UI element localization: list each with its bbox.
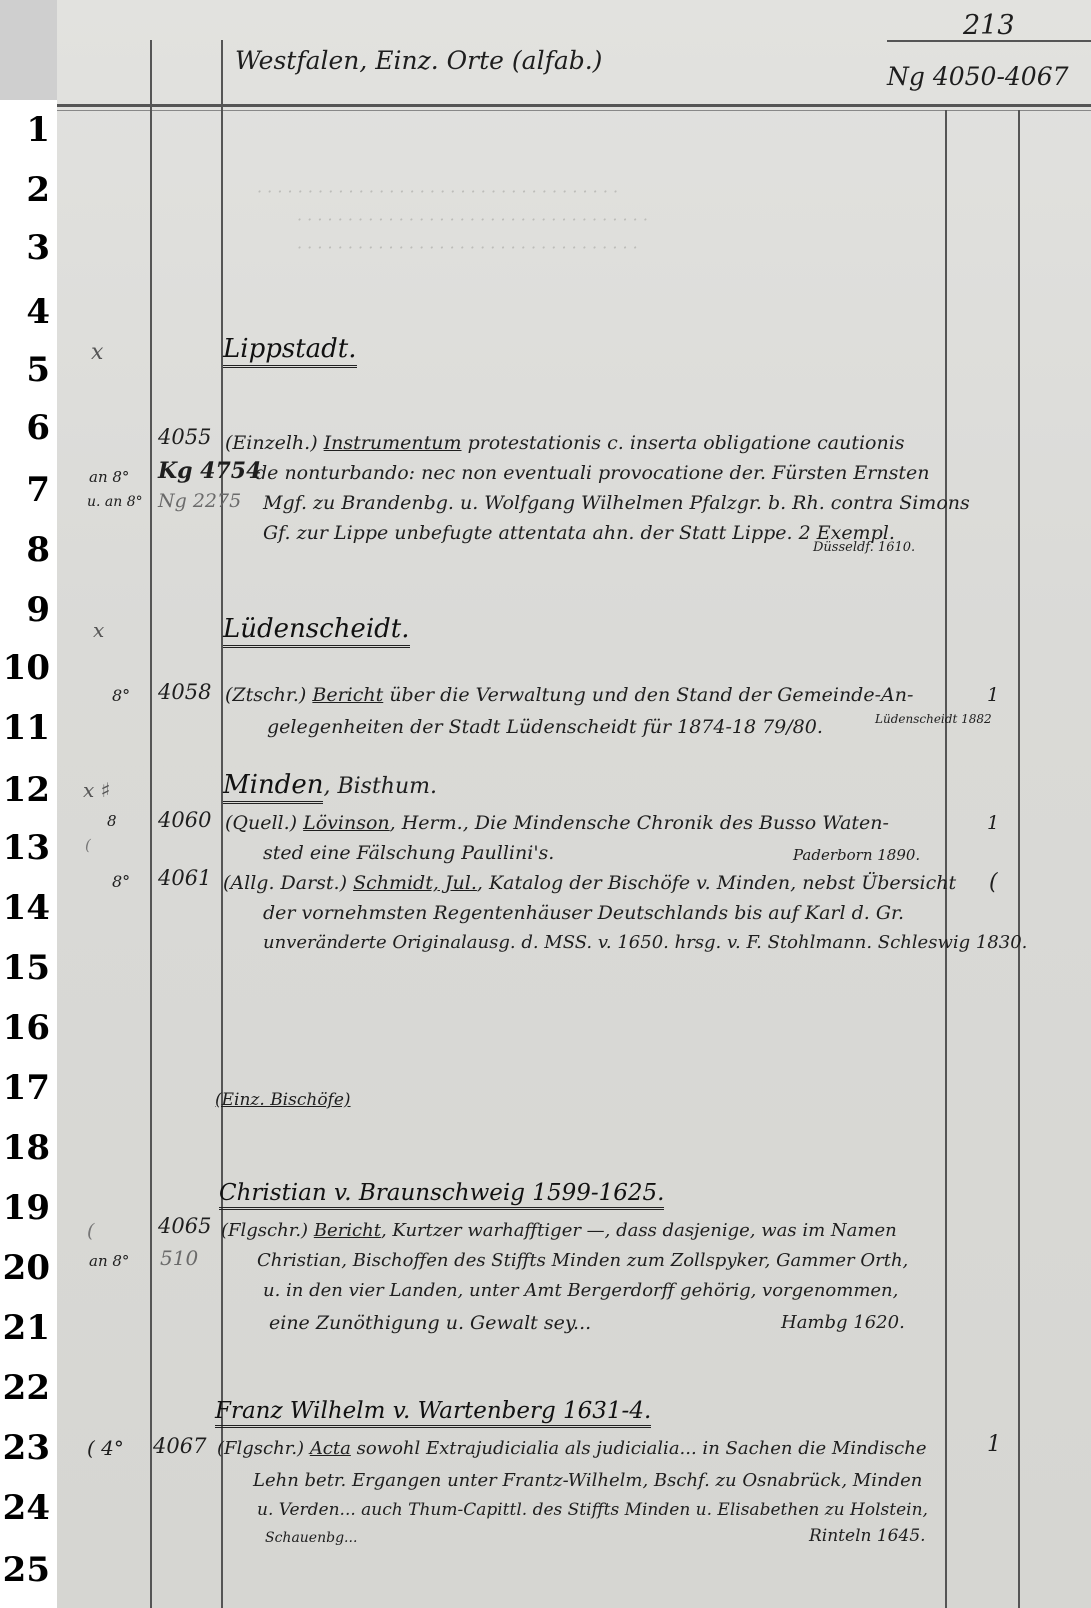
line-number: 8 — [26, 530, 50, 570]
entry-line: de nonturbando: nec non eventuali provocatione der. Fürsten Ernsten — [255, 462, 930, 484]
line-number: 10 — [2, 648, 50, 688]
bleed-through-text: · · · · · · · · · · · · · · · · · · · · · · · · · · · · · · · · · · · · — [257, 182, 619, 201]
entry-text: , Katalog der Bischöfe v. Minden, nebst Übersicht — [476, 872, 957, 894]
gutter-top-shade — [0, 0, 57, 100]
line-number: 16 — [2, 1008, 50, 1048]
signature-range: Ng 4050-4067 — [887, 62, 1069, 91]
entry-line: unveränderte Originalausg. d. MSS. v. 1650. hrsg. v. F. Stohlmann. Schleswig 1830. — [263, 932, 1028, 953]
line-number: 6 — [26, 408, 50, 448]
entry-line: der vornehmsten Regentenhäuser Deutschlands bis auf Karl d. Gr. — [263, 902, 905, 924]
line-number: 5 — [26, 350, 50, 390]
entry-line: Gf. zur Lippe unbefugte attentata ahn. der Statt Lippe. 2 Exempl. — [263, 522, 895, 544]
entry-line: Lehn betr. Ergangen unter Frantz-Wilhelm, Bschf. zu Osnabrück, Minden — [253, 1470, 923, 1491]
entry-number: 4060 — [158, 808, 212, 832]
bleed-through-text: · · · · · · · · · · · · · · · · · · · · · · · · · · · · · · · · · · — [297, 238, 638, 257]
line-number: 14 — [2, 888, 50, 928]
header-rule-thin — [57, 110, 1091, 111]
page-title: Westfalen, Einz. Orte (alfab.) — [235, 46, 603, 75]
entry-place: Lüdenscheidt 1882 — [875, 712, 992, 726]
entry-category: (Quell.) — [225, 812, 298, 834]
franz-wilhelm-heading: Franz Wilhelm v. Wartenberg 1631-4. — [215, 1398, 651, 1428]
entry-text: protestationis c. inserta obligatione cautionis — [467, 432, 905, 454]
entry-number: 4065 — [158, 1214, 212, 1238]
entry-reference: Ng 2275 — [158, 490, 242, 512]
header-rule — [57, 104, 1091, 107]
entry-line: eine Zunöthigung u. Gewalt sey... — [269, 1312, 592, 1334]
entry-count: 1 — [987, 812, 1000, 834]
entry-format: 8 — [107, 812, 117, 830]
entry-category: (Flgschr.) — [221, 1220, 309, 1241]
entry-mark: ( — [85, 836, 91, 854]
entry-category: (Flgschr.) — [217, 1438, 305, 1459]
entry-category: (Allg. Darst.) — [223, 872, 348, 894]
line-number: 2 — [26, 170, 50, 210]
line-number: 22 — [2, 1368, 50, 1408]
line-number: 15 — [2, 948, 50, 988]
line-number: 17 — [2, 1068, 50, 1108]
entry-keyword: Lövinson — [303, 812, 390, 834]
luedenscheidt-heading: Lüdenscheidt. — [223, 614, 410, 648]
entry-place: Düsseldf. 1610. — [813, 540, 916, 555]
entry-text: sowohl Extrajudicialia als judicialia... in Sachen die Mindische — [356, 1438, 927, 1459]
line-number: 23 — [2, 1428, 50, 1468]
minden-heading-suffix: , Bisthum. — [323, 774, 437, 799]
lippstadt-mark: x — [91, 340, 104, 365]
entry-number: 4067 — [153, 1434, 207, 1458]
entry-category: (Einzelh.) — [225, 432, 318, 454]
entry-keyword: Schmidt, Jul. — [353, 872, 477, 894]
entry-line — [217, 1438, 927, 1459]
line-number: 24 — [2, 1488, 50, 1528]
entry-reference: Kg 4754 — [158, 458, 262, 484]
entry-number: 4055 — [158, 425, 212, 449]
line-number: 12 — [2, 770, 50, 810]
line-number: 3 — [26, 228, 50, 268]
entry-keyword: Bericht — [312, 684, 384, 706]
entry-line: u. in den vier Landen, unter Amt Bergerdorff gehörig, vorgenommen, — [263, 1280, 899, 1301]
line-number: 18 — [2, 1128, 50, 1168]
entry-mark: ( — [87, 1220, 95, 1242]
entry-line: Christian, Bischoffen des Stiffts Minden zum Zollspyker, Gammer Orth, — [257, 1250, 909, 1271]
entry-place: Hambg 1620. — [781, 1312, 905, 1333]
entry-format: ( 4° — [87, 1436, 124, 1460]
entry-keyword: Instrumentum — [323, 432, 462, 454]
bleed-through-text: · · · · · · · · · · · · · · · · · · · · · · · · · · · · · · · · · · · — [297, 210, 648, 229]
entry-line — [223, 872, 956, 894]
line-number: 20 — [2, 1248, 50, 1288]
minden-heading: Minden — [223, 770, 323, 804]
page-number: 213 — [963, 10, 1015, 41]
subsection-label: (Einz. Bischöfe) — [215, 1090, 351, 1110]
entry-line: gelegenheiten der Stadt Lüdenscheidt für 1874-18 79/80. — [267, 716, 823, 738]
luedenscheidt-mark: x — [93, 618, 105, 642]
minden-mark: x ♯ — [83, 778, 111, 802]
entry-number: 4061 — [158, 866, 212, 890]
entry-text: über die Verwaltung und den Stand der Gemeinde-An- — [389, 684, 914, 706]
column-rule-4 — [1018, 110, 1020, 1608]
entry-format: 8° — [112, 872, 131, 891]
line-number: 9 — [26, 590, 50, 630]
entry-format: an 8° — [89, 1252, 130, 1270]
entry-line: sted eine Fälschung Paullini's. — [263, 842, 555, 864]
entry-count: 1 — [987, 684, 1000, 706]
entry-format: u. an 8° — [87, 494, 143, 510]
entry-line: Schauenbg... — [265, 1530, 358, 1546]
column-rule-2 — [221, 40, 223, 1608]
entry-keyword: Acta — [309, 1438, 351, 1459]
entry-format: 8° — [112, 686, 131, 705]
line-number: 25 — [2, 1550, 50, 1590]
column-rule-3 — [945, 110, 947, 1608]
column-rule-1 — [150, 40, 152, 1608]
entry-line: Mgf. zu Brandenbg. u. Wolfgang Wilhelmen Pfalzgr. b. Rh. contra Simons — [263, 492, 970, 514]
entry-format: an 8° — [89, 468, 130, 486]
entry-line — [225, 684, 913, 706]
entry-text: , Kurtzer warhafftiger —, dass dasjenige, was im Namen — [380, 1220, 897, 1241]
line-number: 11 — [2, 708, 50, 748]
ledger-page — [57, 0, 1091, 1608]
line-number: 1 — [26, 110, 50, 150]
entry-reference: 510 — [160, 1246, 199, 1270]
entry-line — [225, 812, 889, 834]
entry-category: (Ztschr.) — [225, 684, 307, 706]
line-number: 4 — [26, 292, 50, 332]
minden-heading-group — [223, 770, 437, 800]
entry-number: 4058 — [158, 680, 212, 704]
entry-place: Rinteln 1645. — [809, 1526, 926, 1546]
entry-keyword: Bericht — [313, 1220, 381, 1241]
line-number: 21 — [2, 1308, 50, 1348]
line-number: 13 — [2, 828, 50, 868]
entry-line: u. Verden... auch Thum-Capittl. des Stiffts Minden u. Elisabethen zu Holstein, — [257, 1500, 928, 1520]
entry-line — [221, 1220, 897, 1241]
line-number: 7 — [26, 470, 50, 510]
christian-heading: Christian v. Braunschweig 1599-1625. — [219, 1180, 664, 1210]
entry-count: 1 — [987, 1432, 1001, 1457]
line-number: 19 — [2, 1188, 50, 1228]
entry-place: Paderborn 1890. — [793, 846, 921, 864]
entry-line — [225, 432, 905, 454]
entry-text: , Herm., Die Mindensche Chronik des Busso Waten- — [389, 812, 889, 834]
entry-count: ( — [989, 870, 998, 895]
lippstadt-heading: Lippstadt. — [223, 334, 357, 368]
